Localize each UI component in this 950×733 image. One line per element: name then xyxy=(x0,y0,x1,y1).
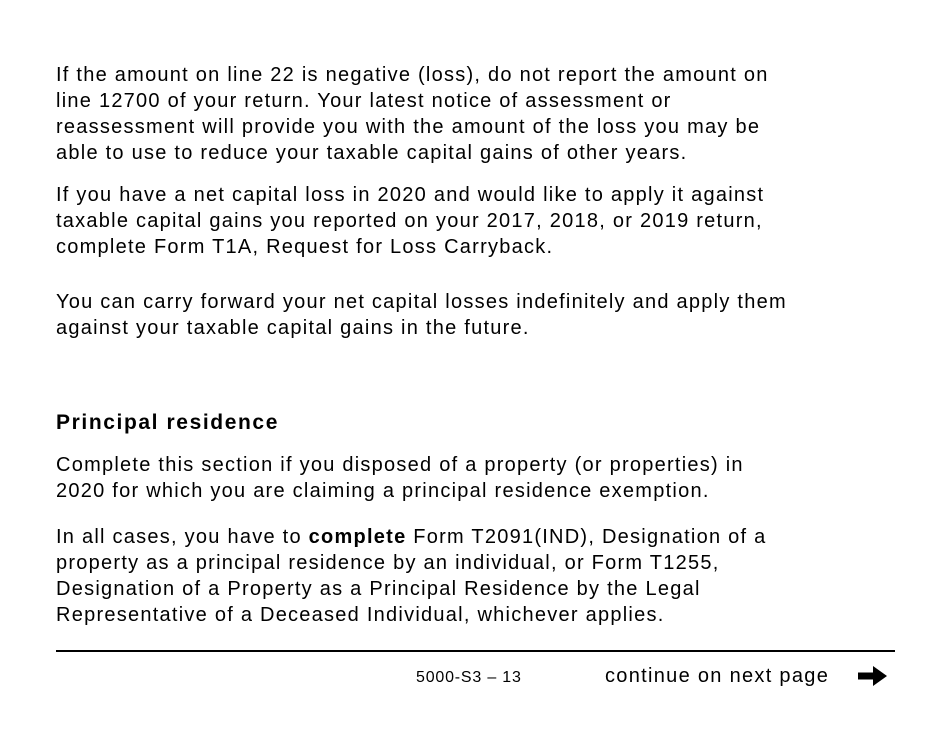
emphasis-complete: complete xyxy=(308,526,407,548)
paragraph-loss-carryback xyxy=(56,182,896,260)
text-line: line 12700 of your return. Your latest notice of assessment or xyxy=(56,90,672,112)
text-line: property as a principal residence by an individual, or Form T1255, xyxy=(56,552,720,574)
section-heading: Principal residence xyxy=(56,411,279,434)
text-line: Representative of a Deceased Individual, whichever applies. xyxy=(56,604,665,626)
continue-next-page-link[interactable]: continue on next page xyxy=(605,665,830,687)
text-line: If you have a net capital loss in 2020 and would like to apply it against xyxy=(56,184,765,206)
text-line: able to use to reduce your taxable capital gains of other years. xyxy=(56,142,688,164)
text-line xyxy=(56,524,896,550)
text-line: against your taxable capital gains in the future. xyxy=(56,317,530,339)
page-content xyxy=(56,62,896,628)
paragraph-negative-amount xyxy=(56,62,896,166)
footer-divider xyxy=(56,650,895,652)
text-line: You can carry forward your net capital losses indefinitely and apply them xyxy=(56,291,787,313)
text-line: Complete this section if you disposed of a property (or properties) in xyxy=(56,454,744,476)
text-line: If the amount on line 22 is negative (loss), do not report the amount on xyxy=(56,64,769,86)
right-arrow-icon[interactable] xyxy=(858,664,888,688)
text-segment: In all cases, you have to xyxy=(56,526,309,548)
paragraph-principal-residence xyxy=(56,452,896,504)
text-segment: Form T2091(IND), Designation of a xyxy=(406,526,767,548)
text-line: reassessment will provide you with the amount of the loss you may be xyxy=(56,116,761,138)
page-number: 5000-S3 – 13 xyxy=(416,669,522,686)
text-line: Designation of a Property as a Principal Residence by the Legal xyxy=(56,578,701,600)
paragraph-carry-forward xyxy=(56,289,896,341)
text-line: taxable capital gains you reported on your 2017, 2018, or 2019 return, xyxy=(56,210,763,232)
paragraph-designation-forms xyxy=(56,524,896,628)
text-line: complete Form T1A, Request for Loss Carryback. xyxy=(56,236,554,258)
text-line: 2020 for which you are claiming a principal residence exemption. xyxy=(56,480,710,502)
